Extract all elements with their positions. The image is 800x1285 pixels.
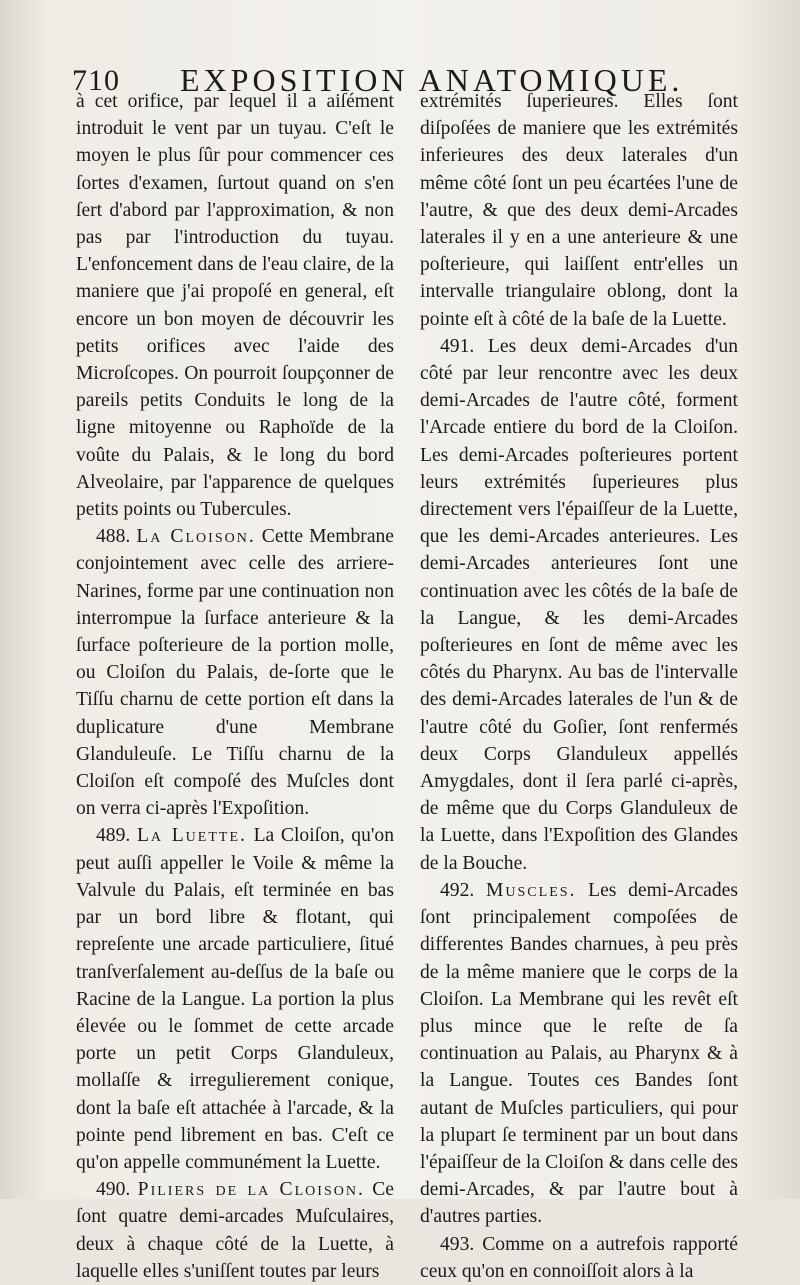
section-number: 491. xyxy=(440,335,475,357)
paragraph-492 xyxy=(420,877,738,1231)
paragraph-489 xyxy=(76,822,394,1176)
section-heading: La Cloison. xyxy=(136,526,256,548)
paragraph-continuation: extrémités ſuperieures. Elles ſont diſpoſées de maniere que les extrémités inferieures des deux laterales d'un même côté ſont un peu écartées l'une de l'autre, & que des deux demi-Arcades laterales il y en a une anterieure & une poſterieure, qui laiſſent entr'elles un intervalle triangulaire oblong, dont la pointe eſt à côté de la baſe de la Luette. xyxy=(420,91,738,330)
page-number: 710 xyxy=(72,64,120,97)
section-number: 490. xyxy=(96,1179,131,1201)
section-text: Cette Membrane conjointement avec celle des arriere-Narines, forme par une continuation non interrompue la ſurface anterieure & la ſurface poſterieure de la portion molle, ou Cloiſon du Palais, de-ſorte que le Tiſſu charnu de cette portion eſt dans la duplicature d'une Membrane Glanduleuſe. Le Tiſſu charnu de la Cloiſon eſt compoſé des Muſcles dont on verra ci-après l'Expoſition. xyxy=(76,526,395,820)
section-heading: La Luette. xyxy=(136,825,247,847)
section-number: 489. xyxy=(96,825,131,847)
running-title: EXPOSITION ANATOMIQUE. xyxy=(180,62,684,98)
section-number: 492. xyxy=(440,879,475,901)
section-text: Ce ſont quatre demi-arcades Muſculaires, deux à chaque côté de la Luette, à laquelle elles s'uniſſent toutes par leurs xyxy=(76,1179,394,1282)
paragraph-continuation: à cet orifice, par lequel il a aiſément introduit le vent par un tuyau. C'eſt le moyen le plus ſûr pour commencer ces ſortes d'examen, ſurtout quand on s'en ſert d'abord par l'approximation, & non pas par l'introduction du tuyau. L'enfoncement dans de l'eau claire, de la maniere que j'ai propoſé en general, eſt encore un bon moyen de découvrir les petits orifices avec l'aide des Microſcopes. On pourroit ſoupçonner de pareils petits Conduits le long de la ligne mitoyenne ou Raphoïde de la voûte du Palais, & le long du bord Alveolaire, par l'apparence de quelques petits points ou Tubercules. xyxy=(76,91,394,521)
right-column xyxy=(420,88,738,1285)
paragraph-488 xyxy=(76,523,394,822)
section-heading: Piliers de la Cloison. xyxy=(137,1179,365,1201)
section-text: Les deux demi-Arcades d'un côté par leur rencontre avec les deux demi-Arcades de l'autre côté, forment l'Arcade entiere du bord de la Cloiſon. Les demi-Arcades poſterieures portent leurs extrémités ſuperieures plus directement vers l'épaiſſeur de la Luette, que les demi-Arcades anterieures. Les demi-Arcades anterieures ſont une continuation avec les côtés de la baſe de la Langue, & les demi-Arcades poſterieures en ſont de même avec les côtés du Pharynx. Au bas de l'intervalle des demi-Arcades laterales de l'un & de l'autre côté du Goſier, ſont renfermés deux Corps Glanduleux appellés Amygdales, dont il ſera parlé ci-après, de même que du Corps Glanduleux de la Luette, dans l'Expoſition des Glandes de la Bouche. xyxy=(420,335,738,874)
section-number: 488. xyxy=(96,526,131,548)
section-text: La Cloiſon, qu'on peut auſſi appeller le Voile & même la Valvule du Palais, eſt terminée en bas par un bord libre & flotant, qui repreſente une arcade particuliere, ſitué tranſverſalement au-deſſus de la baſe ou Racine de la Langue. La portion la plus élevée ou le ſommet de cette arcade porte un petit Corps Glanduleux, mollaſſe & irregulierement conique, dont la baſe eſt attachée à l'arcade, & la pointe pend librement en bas. C'eſt ce qu'on appelle communément la Luette. xyxy=(76,825,394,1173)
paragraph-493 xyxy=(420,1231,738,1285)
paragraph-490 xyxy=(76,1176,394,1285)
section-text: Les demi-Arcades ſont principalement compoſées de differentes Bandes charnues, à peu près de la même maniere que le corps de la Cloiſon. La Membrane qui les revêt eſt plus mince que le reſte de ſa continuation au Palais, au Pharynx & à la Langue. Toutes ces Bandes ſont autant de Muſcles particuliers, qui pour la plupart ſe terminent par un bout dans l'épaiſſeur de la Cloiſon & dans celle des demi-Arcades, & par l'autre bout à d'autres parties. xyxy=(420,879,738,1228)
section-text: Comme on a autrefois rapporté ceux qu'on en connoiſſoit alors à la xyxy=(420,1233,738,1282)
left-column xyxy=(76,88,394,1285)
section-number: 493. xyxy=(440,1233,475,1255)
section-heading: Muscles. xyxy=(485,879,577,901)
paragraph-491 xyxy=(420,333,738,877)
